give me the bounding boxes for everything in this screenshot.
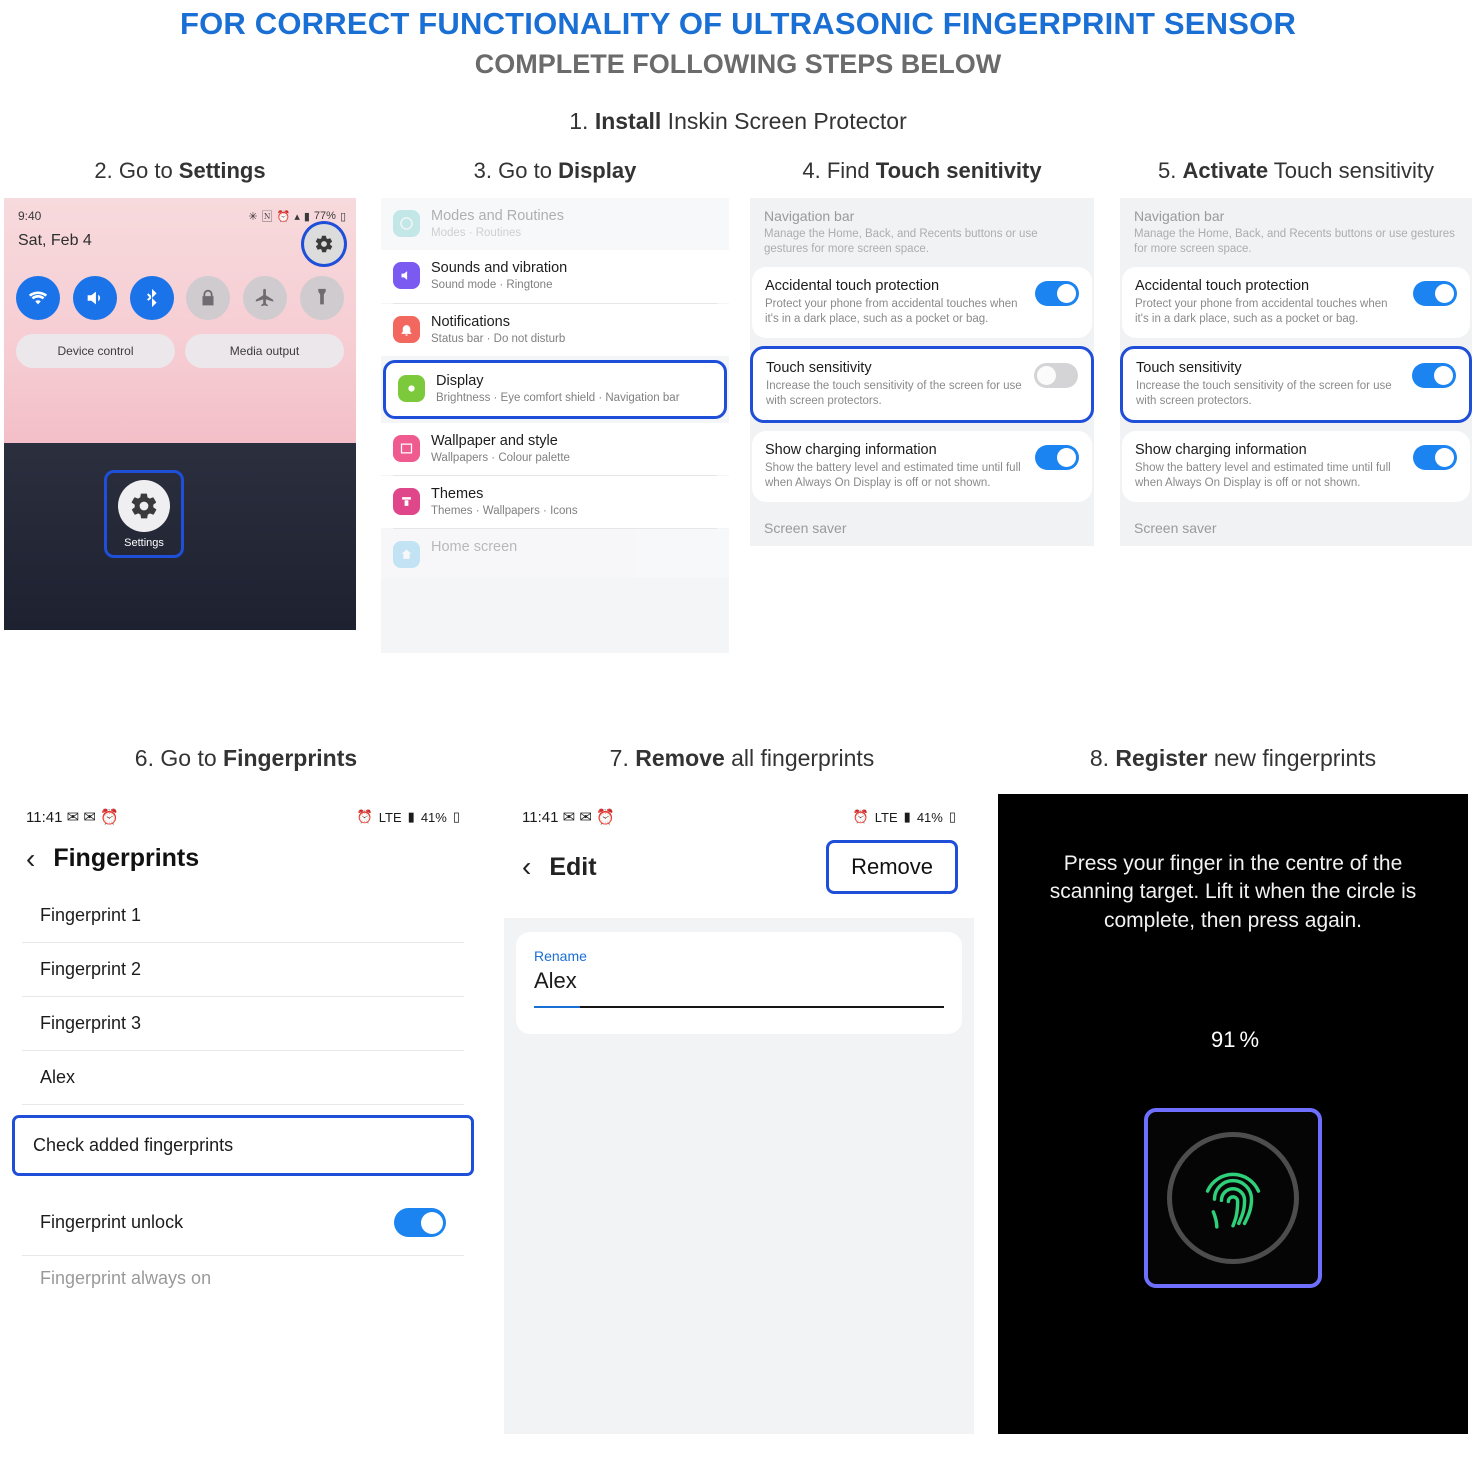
alarm-icon: ⏰	[596, 809, 615, 826]
list-item[interactable]: Fingerprint 2	[22, 943, 464, 997]
card-sub: Increase the touch sensitivity of the screen for use with screen protectors.	[1136, 379, 1392, 407]
settings-row-title: Wallpaper and style	[431, 432, 558, 449]
navigation-bar-section[interactable]	[1120, 198, 1472, 259]
settings-gear-button[interactable]	[304, 224, 344, 264]
quick-toggle-row	[16, 276, 344, 320]
settings-row-sub: Brightness · Eye comfort shield · Navigation bar	[436, 392, 680, 405]
battery-percent: 77%	[313, 210, 336, 222]
charging-info-toggle[interactable]	[1413, 445, 1457, 470]
display-settings-screenshot-before	[750, 198, 1094, 546]
charging-info-toggle[interactable]	[1035, 445, 1079, 470]
settings-row-display[interactable]	[386, 363, 724, 415]
touch-sensitivity-card[interactable]	[1120, 346, 1472, 423]
step-2-number: 2. Go to	[94, 158, 179, 183]
quick-pill-row	[16, 334, 344, 368]
flashlight-toggle[interactable]	[300, 276, 344, 320]
register-fingerprint-screenshot	[998, 794, 1468, 1434]
settings-row-title: Themes	[431, 485, 484, 502]
settings-row-title: Notifications	[431, 313, 510, 330]
edit-header	[504, 794, 974, 918]
lock-icon	[197, 287, 219, 309]
bluetooth-icon: ✳	[248, 210, 258, 223]
step-4-caption	[750, 158, 1094, 184]
settings-row-title: Modes and Routines	[431, 208, 564, 224]
list-item-partial[interactable]: Fingerprint always on	[40, 1268, 212, 1288]
page-title: FOR CORRECT FUNCTIONALITY OF ULTRASONIC FINGERPRINT SENSOR	[179, 6, 1297, 41]
step-7-rest: all fingerprints	[724, 745, 875, 771]
network-type: LTE	[874, 809, 898, 825]
settings-row-modes[interactable]	[381, 198, 729, 250]
step-5-panel	[1120, 158, 1472, 546]
device-control-button[interactable]: Device control	[16, 334, 175, 368]
settings-row-sub: Modes · Routines	[431, 227, 522, 239]
display-settings-screenshot-after	[1120, 198, 1472, 546]
step-2-panel	[4, 158, 356, 630]
step-3-bold: Display	[558, 158, 637, 183]
progress-percent	[998, 995, 1468, 1060]
display-icon	[398, 375, 425, 402]
mail-icon: ✉ ✉	[562, 809, 592, 826]
screen-saver-row[interactable]: Screen saver	[1134, 519, 1217, 536]
back-icon[interactable]: ‹	[26, 842, 36, 874]
settings-app-highlight[interactable]	[104, 470, 184, 558]
page-subtitle: COMPLETE FOLLOWING STEPS BELOW	[474, 49, 1002, 79]
check-added-fingerprints-button[interactable]: Check added fingerprints	[12, 1115, 474, 1176]
step-1-number: 1.	[569, 108, 595, 134]
accidental-touch-toggle[interactable]	[1035, 281, 1079, 306]
fingerprints-screenshot	[8, 794, 478, 1434]
battery-percent: 41%	[916, 809, 943, 825]
section-sub: Manage the Home, Back, and Recents buttons or use gestures for more screen space.	[764, 228, 1038, 255]
status-left	[26, 808, 119, 826]
wifi-icon: ▴	[294, 210, 300, 223]
app-bar	[8, 830, 478, 889]
status-indicators	[248, 208, 346, 224]
back-icon[interactable]: ‹	[522, 851, 532, 882]
settings-row-title: Display	[436, 373, 484, 390]
settings-row-sub: Sound mode · Ringtone	[431, 279, 553, 292]
step-2-caption	[4, 158, 356, 184]
mail-icon: ✉ ✉	[66, 809, 96, 826]
card-sub: Increase the touch sensitivity of the screen for use with screen protectors.	[766, 379, 1022, 407]
accidental-touch-card[interactable]	[752, 267, 1092, 338]
step-5-number: 5.	[1158, 158, 1183, 183]
step-3-caption	[381, 158, 729, 184]
progress-value: 91	[1210, 1027, 1236, 1053]
section-sub: Manage the Home, Back, and Recents buttons or use gestures for more screen space.	[1134, 228, 1455, 255]
rename-accent-underline	[534, 1006, 580, 1008]
step-6-bold: Fingerprints	[223, 745, 358, 771]
card-sub: Protect your phone from accidental touches when it's in a dark place, such as a pocket or bag.	[1135, 297, 1388, 325]
alarm-icon: ⏰	[100, 809, 119, 826]
settings-row-wallpaper[interactable]	[381, 423, 729, 475]
app-bar-left	[522, 851, 597, 883]
step-5-bold: Activate	[1182, 158, 1269, 183]
status-indicators	[357, 809, 460, 825]
battery-icon: ▯	[339, 210, 346, 223]
status-indicators	[853, 809, 956, 825]
card-sub: Protect your phone from accidental touches when it's in a dark place, such as a pocket or bag.	[765, 297, 1018, 325]
bluetooth-toggle[interactable]	[130, 276, 174, 320]
airplane-toggle[interactable]	[243, 276, 287, 320]
fingerprint-icon	[1196, 1161, 1270, 1235]
settings-row-home-screen[interactable]	[381, 529, 729, 578]
list-item[interactable]: Alex	[22, 1051, 464, 1105]
rename-card	[516, 932, 962, 1034]
status-time: 9:40	[18, 209, 42, 223]
card-title: Show charging information	[1135, 441, 1307, 458]
step-1-caption	[0, 80, 1476, 135]
step-8-panel	[990, 745, 1476, 1434]
settings-app-label: Settings	[124, 536, 164, 549]
signal-icon: ▮	[407, 809, 415, 824]
alarm-icon: ⏰	[852, 809, 869, 824]
settings-row-notifications[interactable]	[381, 304, 729, 356]
settings-row-sub: Wallpapers · Colour palette	[431, 451, 570, 464]
percent-symbol: %	[1239, 1027, 1260, 1053]
step-8-bold: Register	[1115, 745, 1208, 771]
quick-settings-screenshot	[4, 198, 356, 630]
status-time: 11:41	[26, 809, 63, 826]
accidental-touch-card[interactable]	[1122, 267, 1470, 338]
settings-app-icon-circle	[118, 480, 170, 532]
wifi-toggle[interactable]	[16, 276, 60, 320]
themes-icon	[393, 488, 420, 515]
dnd-icon: 🄽	[261, 211, 273, 223]
status-bar	[504, 794, 974, 830]
charging-info-card[interactable]	[752, 431, 1092, 502]
card-title: Touch sensitivity	[766, 359, 872, 376]
step-8-number: 8.	[1089, 745, 1116, 771]
gear-icon	[129, 491, 159, 521]
page-title: Fingerprints	[53, 844, 200, 872]
charging-info-card[interactable]	[1122, 431, 1470, 502]
step-6-panel	[0, 745, 492, 1434]
step-1-bold: Install	[594, 108, 662, 134]
remove-button[interactable]: Remove	[826, 840, 958, 894]
fingerprint-unlock-row[interactable]	[22, 1190, 464, 1256]
screen-saver-row[interactable]: Screen saver	[764, 519, 847, 536]
battery-icon: ▯	[452, 809, 460, 824]
home-screen-icon	[393, 541, 420, 568]
step-5-caption	[1120, 158, 1472, 184]
scanning-target-highlight[interactable]	[1144, 1108, 1322, 1288]
network-type: LTE	[378, 809, 402, 825]
settings-row-display-highlight[interactable]	[383, 360, 727, 418]
list-item[interactable]: Fingerprint 3	[22, 997, 464, 1051]
card-sub: Show the battery level and estimated time until full when Always On Display is off or not shown.	[1135, 461, 1391, 489]
settings-row-sub: Themes · Wallpapers · Icons	[431, 504, 578, 517]
airplane-icon	[254, 287, 276, 309]
card-title: Accidental touch protection	[765, 277, 940, 294]
step-6-caption	[0, 745, 492, 772]
instruction-text: Press your finger in the centre of the scanning target. Lift it when the circle is complete, then press again.	[1049, 852, 1417, 932]
status-time: 11:41	[522, 809, 559, 826]
step-8-rest: new fingerprints	[1207, 745, 1377, 771]
signal-icon: ▮	[903, 809, 911, 824]
quick-settings-panel	[4, 198, 356, 443]
status-left	[522, 808, 615, 826]
touch-sensitivity-card[interactable]	[750, 346, 1094, 423]
signal-icon: ▮	[303, 210, 310, 223]
modes-icon	[393, 210, 420, 237]
step-4-panel	[750, 158, 1094, 546]
card-title: Show charging information	[765, 441, 937, 458]
media-output-button[interactable]: Media output	[185, 334, 344, 368]
navigation-bar-section[interactable]	[750, 198, 1094, 259]
speaker-icon	[84, 287, 106, 309]
card-title: Accidental touch protection	[1135, 277, 1310, 294]
alarm-icon: ⏰	[276, 210, 291, 223]
step-4-number: 4. Find	[802, 158, 876, 183]
wallpaper-icon	[393, 435, 420, 462]
wifi-icon	[27, 287, 49, 309]
flashlight-icon	[311, 287, 333, 309]
step-3-number: 3. Go to	[473, 158, 559, 183]
battery-percent: 41%	[420, 809, 447, 825]
card-sub: Show the battery level and estimated time until full when Always On Display is off or not shown.	[765, 461, 1021, 489]
step-7-number: 7.	[609, 745, 636, 771]
rename-label: Rename	[534, 948, 587, 964]
settings-row-sub: Status bar · Do not disturb	[431, 332, 566, 345]
step-4-bold: Touch senitivity	[875, 158, 1042, 183]
settings-row-title: Sounds and vibration	[431, 260, 568, 277]
rename-input[interactable]: Alex	[534, 968, 944, 1008]
gear-icon	[314, 234, 334, 254]
rotation-toggle[interactable]	[186, 276, 230, 320]
alarm-icon: ⏰	[356, 809, 373, 824]
bluetooth-icon	[141, 287, 163, 309]
fingerprint-unlock-label: Fingerprint unlock	[40, 1212, 184, 1232]
status-bar	[18, 208, 346, 224]
step-6-number: 6. Go to	[134, 745, 224, 771]
status-date: Sat, Feb 4	[18, 232, 92, 249]
sound-toggle[interactable]	[73, 276, 117, 320]
section-title: Navigation bar	[1134, 208, 1225, 224]
edit-fingerprint-screenshot	[504, 794, 974, 1434]
sound-icon	[393, 262, 420, 289]
step-2-bold: Settings	[178, 158, 266, 183]
steps-row-top	[0, 158, 1476, 678]
step-3-panel	[381, 158, 729, 653]
step-5-rest: Touch sensitivity	[1268, 158, 1434, 183]
scanning-ring	[1167, 1132, 1299, 1264]
card-title: Touch sensitivity	[1136, 359, 1242, 376]
app-bar	[504, 830, 974, 912]
notifications-icon	[393, 316, 420, 343]
battery-icon: ▯	[948, 809, 956, 824]
section-title: Navigation bar	[764, 208, 855, 224]
settings-list-screenshot	[381, 198, 729, 653]
step-7-bold: Remove	[635, 745, 725, 771]
accidental-touch-toggle[interactable]	[1413, 281, 1457, 306]
touch-sensitivity-toggle[interactable]	[1034, 363, 1078, 388]
settings-row-sounds[interactable]	[381, 250, 729, 302]
step-8-caption	[990, 745, 1476, 772]
page-title: Edit	[549, 852, 597, 881]
step-7-caption	[496, 745, 988, 772]
step-7-panel	[496, 745, 988, 1434]
settings-row-title: Home screen	[431, 539, 518, 556]
list-item[interactable]: Fingerprint 1	[22, 889, 464, 943]
touch-sensitivity-toggle[interactable]	[1412, 363, 1456, 388]
step-1-rest: Inskin Screen Protector	[661, 108, 907, 134]
settings-row-themes[interactable]	[381, 476, 729, 528]
fingerprint-unlock-toggle[interactable]	[394, 1208, 446, 1237]
status-bar	[8, 794, 478, 830]
